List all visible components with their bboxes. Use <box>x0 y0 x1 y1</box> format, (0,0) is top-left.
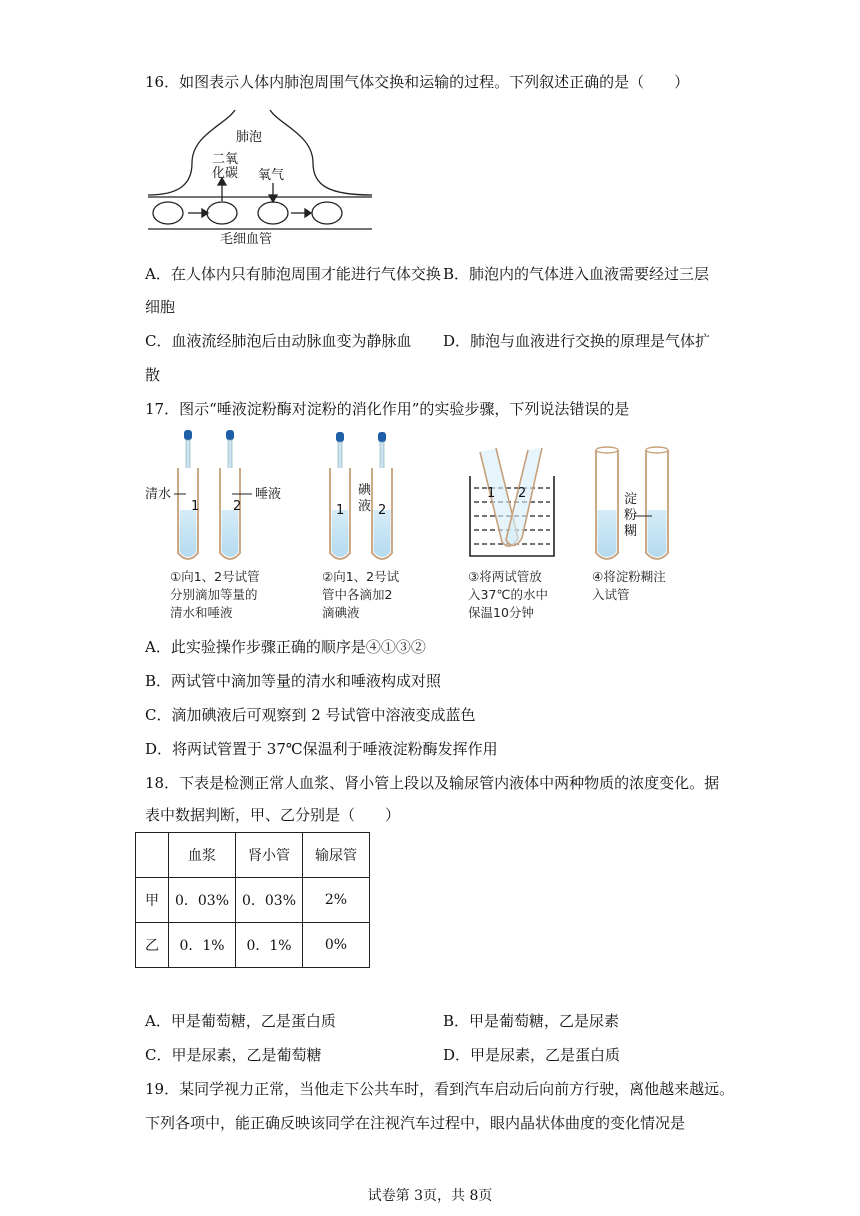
table-cell: 0．03% <box>169 878 236 923</box>
step2-caption: ②向1、2号试 管中各滴加2 滴碘液 <box>322 569 400 620</box>
q16-option-b: B．肺泡内的气体进入血液需要经过三层 <box>443 265 710 283</box>
page-footer: 试卷第 3页，共 8页 <box>367 1188 493 1204</box>
step3-tube-1-number: 1 <box>487 486 496 501</box>
q17-option-a: A．此实验操作步骤正确的顺序是④①③② <box>145 638 426 656</box>
iodine-label-line1: 碘 <box>358 483 372 498</box>
step3-tube-2-number: 2 <box>518 486 527 501</box>
step2-tube-2-number: 2 <box>378 503 387 518</box>
step1-tube-2-number: 2 <box>233 499 242 514</box>
blood-cell <box>207 202 237 224</box>
step2-tube-1 <box>330 432 350 559</box>
starch-label-line2: 粉 <box>624 508 638 523</box>
starch-label-line3: 糊 <box>624 524 638 539</box>
q16-option-a: A．在人体内只有肺泡周围才能进行气体交换 <box>145 265 441 283</box>
flow-arrow-icon <box>291 209 311 217</box>
q18-stem-line2: 表中数据判断，甲、乙分别是（ ） <box>145 806 401 824</box>
step1-caption: ①向1、2号试管 分别滴加等量的 清水和唾液 <box>170 569 260 620</box>
table-header-row <box>136 833 370 878</box>
step4-tube-2 <box>646 447 668 559</box>
blood-cell <box>258 202 288 224</box>
alveolus-label: 肺泡 <box>236 130 263 145</box>
q18-option-a: A．甲是葡萄糖，乙是蛋白质 <box>145 1012 336 1030</box>
water-label: 清水 <box>145 487 172 502</box>
q16-option-d: D．肺泡与血液进行交换的原理是气体扩 <box>443 332 711 350</box>
saliva-label: 唾液 <box>255 487 282 502</box>
table-cell: 0% <box>303 923 370 968</box>
q16-option-c: C．血液流经肺泡后由动脉血变为静脉血 <box>145 332 412 350</box>
table-cell: 0．1% <box>236 923 303 968</box>
concentration-table <box>135 832 370 968</box>
table-cell: 乙 <box>136 923 169 968</box>
q16-option-d-cont: 散 <box>145 366 161 384</box>
table-cell: 0．03% <box>236 878 303 923</box>
iodine-label-line2: 液 <box>358 499 372 514</box>
oxygen-label: 氧气 <box>258 168 285 183</box>
step2-tube-1-number: 1 <box>336 503 345 518</box>
q17-option-c: C．滴加碘液后可观察到 2 号试管中溶液变成蓝色 <box>145 706 476 724</box>
step2-tube-2 <box>372 432 392 559</box>
q16-option-b-cont: 细胞 <box>145 298 176 316</box>
co2-label-line1: 二氧 <box>212 152 239 167</box>
step4-caption: ④将淀粉糊注 入试管 <box>592 569 666 602</box>
saliva-amylase-experiment-figure <box>140 428 700 568</box>
step1-tube-1-number: 1 <box>191 499 200 514</box>
q18-option-c: C．甲是尿素，乙是葡萄糖 <box>145 1046 322 1064</box>
q17-option-d: D．将两试管置于 37℃保温利于唾液淀粉酶发挥作用 <box>145 740 498 758</box>
oxygen-arrow-down-icon <box>269 183 277 202</box>
q17-stem: 17．图示“唾液淀粉酶对淀粉的消化作用”的实验步骤，下列说法错误的是 <box>145 400 630 418</box>
q19-stem-line1: 19．某同学视力正常，当他走下公共车时，看到汽车启动后向前方行驶，离他越来越远。 <box>145 1080 735 1098</box>
blood-cell <box>312 202 342 224</box>
table-cell: 甲 <box>136 878 169 923</box>
table-header-cell: 肾小管 <box>236 833 303 878</box>
table-header-cell <box>136 833 169 878</box>
step3-beaker <box>470 448 554 556</box>
q16-stem: 16．如图表示人体内肺泡周围气体交换和运输的过程。下列叙述正确的是（ ） <box>145 73 690 91</box>
q18-option-b: B．甲是葡萄糖，乙是尿素 <box>443 1012 620 1030</box>
table-header-cell: 输尿管 <box>303 833 370 878</box>
starch-label-line1: 淀 <box>624 492 638 507</box>
table-cell: 2% <box>303 878 370 923</box>
table-cell: 0．1% <box>169 923 236 968</box>
co2-label-line2: 化碳 <box>212 166 239 181</box>
q18-option-d: D．甲是尿素，乙是蛋白质 <box>443 1046 621 1064</box>
step4-tube-1 <box>596 447 618 559</box>
table-row <box>136 878 370 923</box>
q19-stem-line2: 下列各项中，能正确反映该同学在注视汽车过程中，眼内晶状体曲度的变化情况是 <box>145 1114 686 1132</box>
table-row <box>136 923 370 968</box>
blood-cell <box>153 202 183 224</box>
flow-arrow-icon <box>188 209 208 217</box>
q17-option-b: B．两试管中滴加等量的清水和唾液构成对照 <box>145 672 442 690</box>
table-header-cell: 血浆 <box>169 833 236 878</box>
q18-stem-line1: 18．下表是检测正常人血浆、肾小管上段以及输尿管内液体中两种物质的浓度变化。据 <box>145 774 720 792</box>
step3-caption: ③将两试管放 入37℃的水中 保温10分钟 <box>468 569 548 620</box>
capillary-label: 毛细血管 <box>220 232 273 247</box>
